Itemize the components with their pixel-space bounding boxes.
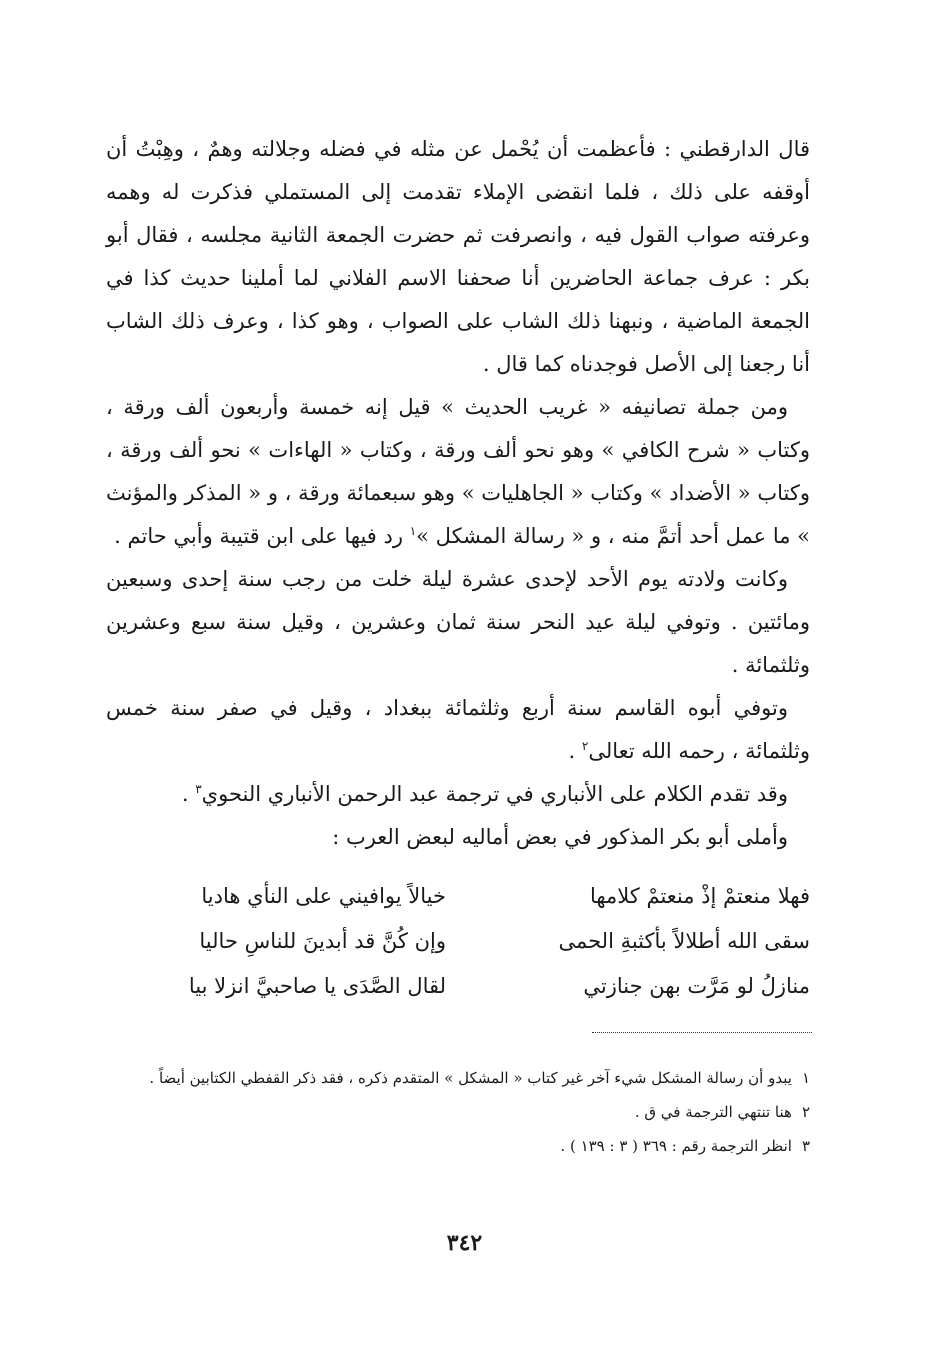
poem-hemistich-first: منازلُ لو مَرَّت بهن جنازتي bbox=[583, 974, 810, 998]
footnote-ref-1: ١ bbox=[409, 524, 417, 538]
footnote-number: ١ bbox=[801, 1069, 810, 1087]
footnote-3 bbox=[106, 1132, 810, 1160]
footnote-ref-2: ٢ bbox=[581, 739, 589, 753]
page-number: ٣٤٢ bbox=[446, 1230, 483, 1256]
footnote-ref-3: ٣ bbox=[195, 782, 202, 796]
poem-hemistich-second: وإن كُنَّ قد أبدينَ للناسِ حاليا bbox=[199, 929, 446, 953]
paragraph-daraqutni-story bbox=[106, 128, 810, 386]
poem-verse bbox=[106, 874, 810, 919]
poem-hemistich-first: سقى الله أطلالاً بأكثبةِ الحمى bbox=[558, 929, 810, 953]
paragraph-father-death bbox=[106, 687, 810, 773]
footnote-1 bbox=[106, 1064, 810, 1092]
paragraph-text-after: . bbox=[568, 739, 582, 763]
footnote-2 bbox=[106, 1098, 810, 1126]
footnote-number: ٢ bbox=[801, 1103, 810, 1121]
paragraph-text: قال الدارقطني : فأعظمت أن يُحْمل عن مثله في فضله وجلالته وهمٌ ، وهِبْتُ أن أوقفه على ذلك ، فلما انقضى الإملاء تقدمت إلى المستملي فذكرت له وهمه وعرفته صواب القول فيه ، وانصرفت ثم حضرت الجمعة الثانية مجلسه ، فقال أبو بكر : عرف جماعة الحاضرين أنا صحفنا الاسم الفلاني لما أملينا حديث كذا في الجمعة الماضية ، ونبهنا ذلك الشاب على الصواب ، وهو كذا ، وعرف ذلك الشاب أنا رجعنا إلى الأصل فوجدناه كما قال . bbox=[106, 137, 810, 376]
paragraph-text: وتوفي أبوه القاسم سنة أربع وثلثمائة ببغداد ، وقيل في صفر سنة خمس وثلثمائة ، رحمه الله تعالى bbox=[106, 696, 810, 763]
paragraph-text: وكانت ولادته يوم الأحد لإحدى عشرة ليلة خلت من رجب سنة إحدى وسبعين ومائتين . وتوفي ليلة عيد النحر سنة ثمان وعشرين ، وقيل سنة سبع وعشرين وثلثمائة . bbox=[106, 567, 810, 677]
footnote-divider bbox=[592, 1032, 812, 1033]
paragraph-poem-intro bbox=[106, 816, 810, 859]
paragraph-text: وقد تقدم الكلام على الأنباري في ترجمة عبد الرحمن الأنباري النحوي bbox=[201, 782, 788, 806]
main-text bbox=[106, 128, 810, 859]
footnote-text: يبدو أن رسالة المشكل شيء آخر غير كتاب « المشكل » المتقدم ذكره ، فقد ذكر القفطي الكتابين أيضاً . bbox=[149, 1069, 792, 1087]
paragraph-works bbox=[106, 386, 810, 558]
poem-hemistich-second: لقال الصَّدَى يا صاحبيَّ انزلا بيا bbox=[188, 974, 446, 998]
footnotes bbox=[106, 1064, 810, 1166]
footnote-number: ٣ bbox=[801, 1137, 810, 1155]
poem-verse bbox=[106, 964, 810, 1009]
paragraph-text-after: . bbox=[181, 782, 196, 806]
paragraph-text: وأملى أبو بكر المذكور في بعض أماليه لبعض العرب : bbox=[332, 825, 788, 849]
poem bbox=[106, 874, 810, 1009]
paragraph-birth-death bbox=[106, 558, 810, 687]
paragraph-text-after: رد فيها على ابن قتيبة وأبي حاتم . bbox=[114, 524, 410, 548]
poem-verse bbox=[106, 919, 810, 964]
footnote-text: هنا تنتهي الترجمة في ق . bbox=[634, 1103, 792, 1121]
poem-hemistich-second: خيالاً يوافيني على النأي هاديا bbox=[201, 884, 446, 908]
paragraph-cross-reference bbox=[106, 773, 810, 816]
paragraph-text: ومن جملة تصانيفه « غريب الحديث » قيل إنه خمسة وأربعون ألف ورقة ، وكتاب « شرح الكافي » وهو نحو ألف ورقة ، وكتاب « الهاءات » نحو ألف ورقة ، وكتاب « الأضداد » وكتاب « الجاهليات » وهو سبعمائة ورقة ، و « المذكر والمؤنث » ما عمل أحد أتمَّ منه ، و « رسالة المشكل » bbox=[106, 395, 810, 548]
poem-hemistich-first: فهلا منعتمْ إذْ منعتمْ كلامها bbox=[589, 884, 810, 908]
footnote-text: انظر الترجمة رقم : ٣٦٩ ( ٣ : ١٣٩ ) . bbox=[560, 1137, 792, 1155]
